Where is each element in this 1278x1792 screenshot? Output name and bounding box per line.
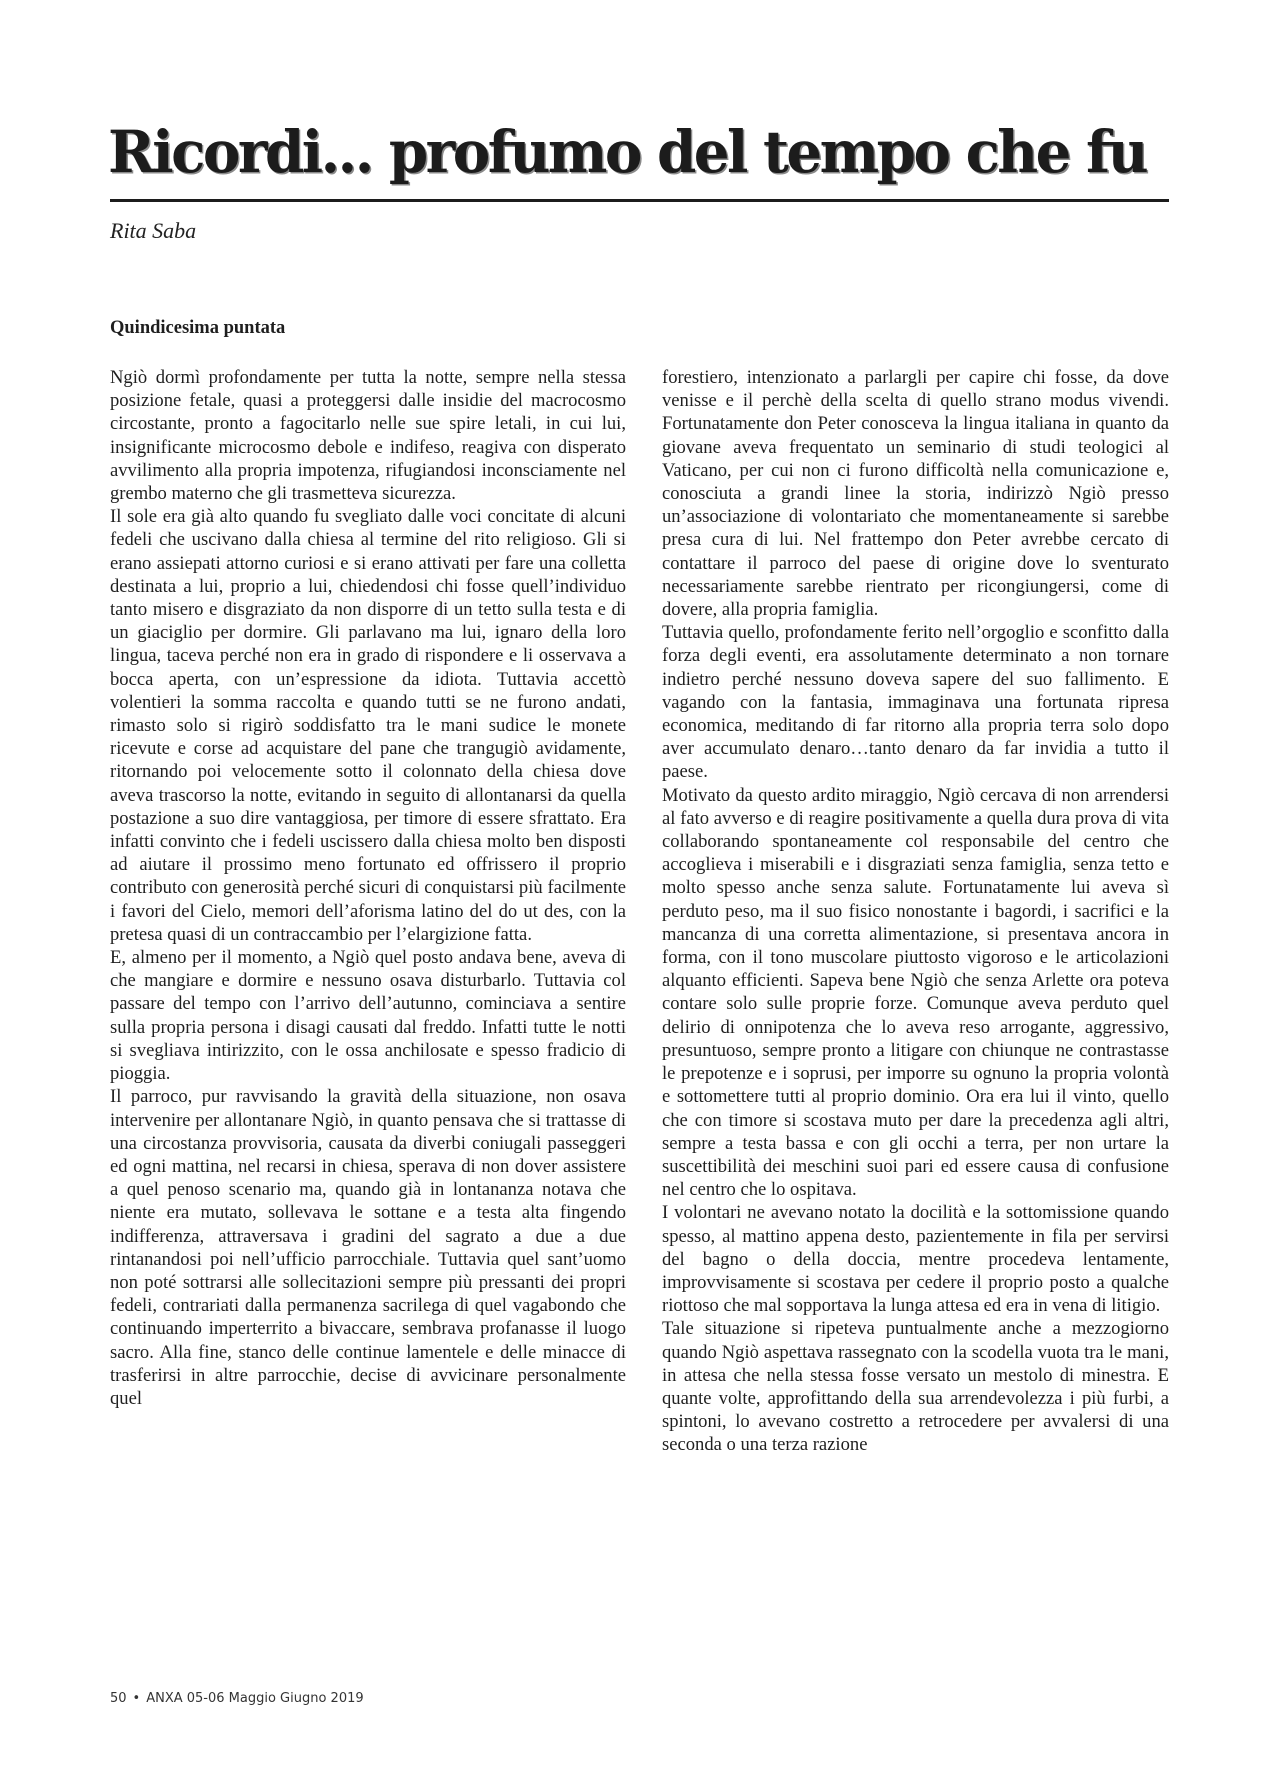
right-text-column [662,366,1169,1457]
paragraph: Tuttavia quello, profondamente ferito nell’orgoglio e sconfitto dalla forza degli eventi, era assolutamente determinato a non tornare indietro perché nessuno doveva sapere del suo fallimento. E vagando con la fantasia, immaginava una fortunata ripresa economica, meditando di far ritorno alla propria terra solo dopo aver accumulato denaro…tanto denaro da far invidia a tutto il paese. [662,622,1169,783]
paragraph: Tale situazione si ripeteva puntualmente anche a mezzogiorno quando Ngiò aspettava rassegnato con la scodella vuota tra le mani, in attesa che nella stessa fosse versato un mestolo di minestra. E quante volte, approfittando della sua arrendevolezza i più furbi, a spintoni, lo avevano costretto a retrocedere per avvalersi di una seconda o una terza razione [662,1318,1169,1456]
title-divider [110,199,1169,202]
paragraph: Il sole era già alto quando fu svegliato dalle voci concitate di alcuni fedeli che uscivano dalla chiesa al termine del rito religioso. Gli si erano assiepati attorno curiosi e si erano attivati per fare una colletta destinata a lui, proprio a lui, chiedendosi chi fosse quell’individuo tanto misero e disgraziato da non disporre di un tetto sulla testa e di un giaciglio per dormire. Gli parlavano ma lui, ignaro della loro lingua, taceva perché non era in grado di rispondere e li osservava a bocca aperta, con un’espressione da idiota. Tuttavia accettò volentieri la somma raccolta e quando tutti se ne furono andati, rimasto solo si rigirò soddisfatto tra le mani sudice le monete ricevute e corse ad acquistare del pane che trangugiò avidamente, ritornando poi velocemente sotto il colonnato della chiesa dove aveva trascorso la notte, evitando in seguito di allontanarsi da quella postazione a suo dire vantaggiosa, per timore di essere sfrattato. Era infatti convinto che i fedeli uscissero dalla chiesa molto ben disposti ad aiutare il prossimo meno fortunato ed offrissero il proprio contributo con generosità perché sicuri di conquistarsi più facilmente i favori del Cielo, memori dell’aforisma latino del do ut des, con la pretesa quasi di un contraccambio per l’elargizione fatta. [110,506,626,945]
section-heading: Quindicesima puntata [110,318,286,338]
paragraph: forestiero, intenzionato a parlargli per capire chi fosse, da dove venisse e il perchè della scelta di quello strano modus vivendi. Fortunatamente don Peter conosceva la lingua italiana in quanto da giovane aveva frequentato un seminario di studi teologici al Vaticano, per cui non ci furono difficoltà nella comunicazione e, conosciuta a grandi linee la storia, indirizzò Ngiò presso un’associazione di volontariato che momentaneamente si sarebbe presa cura di lui. Nel frattempo don Peter avrebbe cercato di contattare il parroco del paese di origine dove lo sventurato necessariamente sarebbe rientrato per ricongiungersi, come di dovere, alla propria famiglia. [662,367,1169,621]
paragraph: Ngiò dormì profondamente per tutta la notte, sempre nella stessa posizione fetale, quasi a proteggersi dalle insidie del macrocosmo circostante, pronto a fagocitarlo nelle sue spire letali, in cui lui, insignificante microcosmo debole e indifeso, reagiva con disperato avvilimento alla propria impotenza, rifugiandosi inconsciamente nel grembo materno che gli trasmetteva sicurezza. [110,367,626,505]
paragraph: Motivato da questo ardito miraggio, Ngiò cercava di non arrendersi al fato avverso e di reagire positivamente a quella dura prova di vita collaborando spontaneamente col responsabile del centro che accoglieva i miserabili e i disgraziati senza famiglia, senza tetto e molto spesso anche senza salute. Fortunatamente lui aveva sì perduto peso, ma il suo fisico nonostante i bagordi, i sacrifici e la mancanza di una corretta alimentazione, si presentava ancora in forma, con il tono muscolare piuttosto vigoroso e le articolazioni alquanto efficienti. Sapeva bene Ngiò che senza Arlette ora poteva contare solo sulle proprie forze. Comunque aveva perduto quel delirio di onnipotenza che lo aveva reso arrogante, aggressivo, presuntuoso, sempre pronto a litigare con chiunque ne contrastasse le prepotenze e i soprusi, per imporre su ognuno la propria volontà e sottomettere tutti al proprio dominio. Ora era lui il vinto, quello che con timore si scostava muto per dare la precedenza agli altri, sempre a testa bassa e con gli occhi a terra, per non urtare la suscettibilità dei meschini suoi pari ed essere causa di confusione nel centro che lo ospitava. [662,784,1169,1201]
left-text-column [110,366,626,1410]
publication-info: ANXA 05-06 Maggio Giugno 2019 [146,1691,364,1706]
page-footer [110,1690,364,1708]
article-author: Rita Saba [110,218,197,243]
paragraph: E, almeno per il momento, a Ngiò quel posto andava bene, aveva di che mangiare e dormire e nessuno osava disturbarlo. Tuttavia col passare del tempo con l’arrivo dell’autunno, cominciava a sentire sulla propria persona i disagi causati dal freddo. Infatti tutte le notti si svegliava intirizzito, con le ossa anchilosate e spesso fradicio di pioggia. [110,947,626,1085]
paragraph: I volontari ne avevano notato la docilità e la sottomissione quando spesso, al mattino appena desto, pazientemente in fila per servirsi del bagno o della doccia, mentre procedeva lentamente, improvvisamente si scostava per cedere il proprio posto a qualche riottoso che mal sopportava la lunga attesa ed era in vena di litigio. [662,1202,1169,1317]
page-number: 50 [110,1691,127,1706]
paragraph: Il parroco, pur ravvisando la gravità della situazione, non osava intervenire per allontanare Ngiò, in quanto pensava che si trattasse di una circostanza provvisoria, causata da diverbi coniugali passeggeri ed ogni mattina, nel recarsi in chiesa, sperava di non dover assistere a quel penoso scenario ma, quando già in lontananza notava che niente era mutato, sollevava le sottane e a testa alta fingendo indifferenza, attraversava i gradini del sagrato a due a due rintanandosi poi nell’ufficio parrocchiale. Tuttavia quel sant’uomo non poté sottrarsi alle sollecitazioni sempre più pressanti dei propri fedeli, contrariati dalla permanenza sacrilega di quel vagabondo che continuando imperterrito a bivaccare, sembrava profanasse il luogo sacro. Alla fine, stanco delle continue lamentele e delle minacce di trasferirsi in altre parrocchie, decise di avvicinare personalmente quel [110,1086,626,1409]
article-title: Ricordi... profumo del tempo che fu [108,118,1147,186]
bullet-separator-icon: • [132,1691,141,1706]
